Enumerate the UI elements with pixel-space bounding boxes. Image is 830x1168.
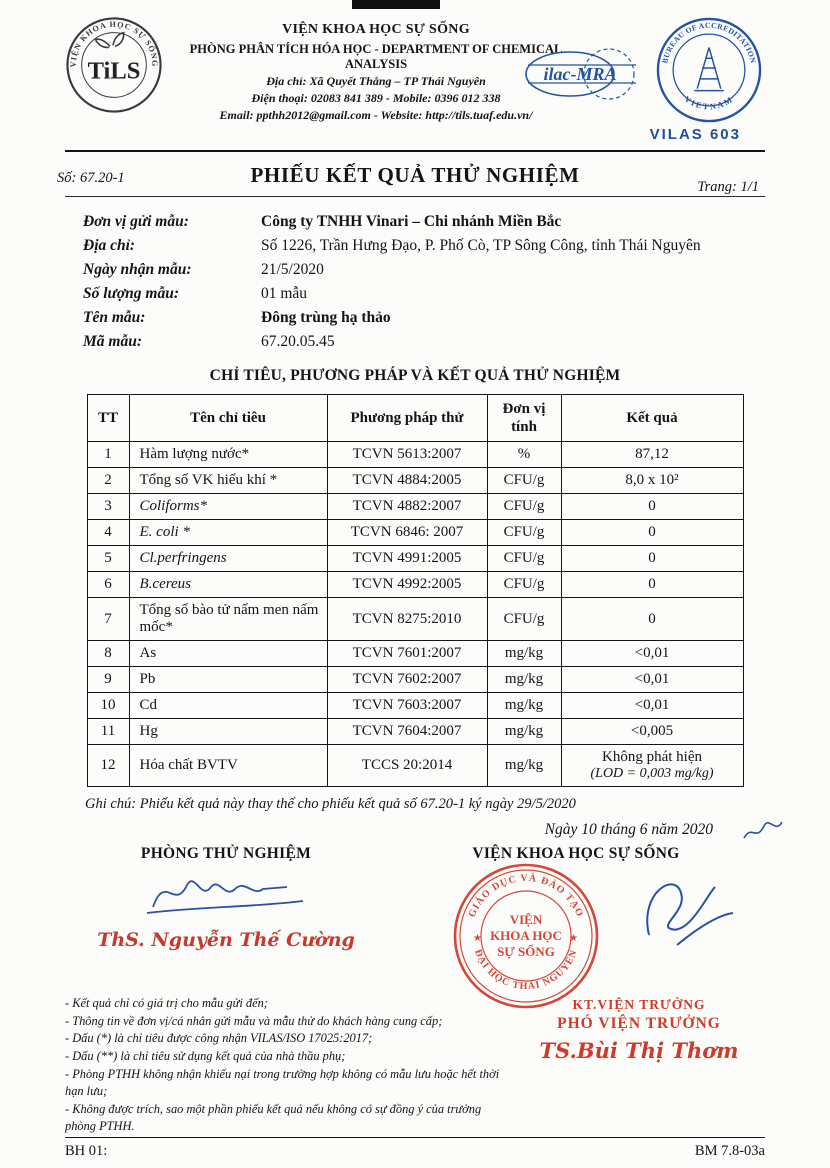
signer-roles [513,995,765,1136]
title-rule [65,196,765,197]
star-icon: ★ [473,933,482,945]
col-header-tt: TT [87,395,129,442]
cell-name: Hg [129,719,327,745]
star-icon: ★ [569,933,578,945]
header [65,16,765,148]
cell-method: TCVN 4992:2005 [327,572,487,598]
cell-unit: mg/kg [487,641,561,667]
lab-signature-block [65,845,387,993]
result-row [87,494,743,520]
info-value: 01 mẫu [261,285,308,303]
cell-result: 0 [561,598,743,641]
tower-icon [694,47,723,90]
cell-unit: mg/kg [487,745,561,787]
signer-role-2: PHÓ VIỆN TRƯỞNG [557,1015,721,1033]
document-number: Số: 67.20-1 [57,170,125,186]
cell-name: Cl.perfringens [129,546,327,572]
cell-tt: 12 [87,745,129,787]
cell-unit: CFU/g [487,468,561,494]
page-title: PHIẾU KẾT QUẢ THỬ NGHIỆM [250,163,580,187]
leaf-icon [95,33,123,48]
result-row [87,546,743,572]
result-row [87,667,743,693]
cell-result: Không phát hiện (LOD = 0,003 mg/kg) [561,745,743,787]
lab-signature-title: PHÒNG THỬ NGHIỆM [140,845,312,863]
cell-unit: CFU/g [487,546,561,572]
info-label: Ngày nhận mẫu: [83,261,192,279]
col-header-unit: Đơn vị tính [487,395,561,442]
cell-method: TCVN 7603:2007 [327,693,487,719]
col-header-name: Tên chỉ tiêu [129,395,327,442]
bottom-bar [65,1137,765,1160]
cell-tt: 1 [87,442,129,468]
cell-name: Tổng số VK hiếu khí * [129,468,327,494]
info-row [83,306,765,330]
info-row [83,282,765,306]
redaction-bar [352,0,440,9]
footer-row [65,995,765,1136]
col-header-result: Kết quả [561,395,743,442]
info-value: 21/5/2020 [261,261,324,279]
date-line: Ngày 10 tháng 6 năm 2020 [544,821,713,839]
cell-tt: 5 [87,546,129,572]
cell-result: <0,01 [561,641,743,667]
cell-result: 0 [561,546,743,572]
cell-tt: 4 [87,520,129,546]
cell-name: Hàm lượng nước* [129,442,327,468]
cell-name: Pb [129,667,327,693]
red-stamp-ring-top: GIÁO DỤC VÀ ĐÀO TẠO [466,872,586,920]
footer-note: - Thông tin về đơn vị/cá nhân gửi mẫu và mẫu thử do khách hàng cung cấp; [65,1013,443,1028]
red-stamp-ring-bottom: ĐẠI HỌC THÁI NGUYÊN [472,948,580,993]
tils-logo [65,16,165,119]
title-band [57,152,765,196]
ilac-mra-label: ilac-MRA [543,64,617,84]
cell-name: Cd [129,693,327,719]
section-title: CHỈ TIÊU, PHƯƠNG PHÁP VÀ KẾT QUẢ THỬ NGHIỆM [209,367,621,385]
cell-result: 87,12 [561,442,743,468]
info-label: Số lượng mẫu: [83,285,179,303]
info-value: 67.20.05.45 [261,333,335,351]
cell-method: TCVN 4884:2005 [327,468,487,494]
institute-signature-block [387,845,765,993]
cell-method: TCVN 5613:2007 [327,442,487,468]
cell-method: TCVN 7602:2007 [327,667,487,693]
cell-name: E. coli * [129,520,327,546]
cell-result: 8,0 x 10² [561,468,743,494]
result-row [87,745,743,787]
cell-method: TCVN 4991:2005 [327,546,487,572]
institute-signature-ink [619,865,739,962]
cell-tt: 2 [87,468,129,494]
result-row [87,468,743,494]
cell-unit: CFU/g [487,572,561,598]
cell-name: As [129,641,327,667]
cell-result-lod: (LOD = 0,003 mg/kg) [590,766,714,782]
footer-note: - Dấu (*) là chỉ tiêu được công nhận VILAS/ISO 17025:2017; [65,1031,373,1046]
cell-result: <0,005 [561,719,743,745]
org-phone: Điện thoại: 02083 841 389 - Mobile: 0396 012 338 [251,91,501,105]
info-value: Đông trùng hạ thảo [261,309,391,327]
result-row [87,693,743,719]
info-label: Mã mẫu: [83,333,142,351]
boa-ring-bottom-text: VIETNAM [682,93,736,112]
cell-method: TCVN 6846: 2007 [327,520,487,546]
cell-tt: 7 [87,598,129,641]
info-value: Công ty TNHH Vinari – Chi nhánh Miền Bắc [261,213,562,230]
result-row [87,572,743,598]
footer-note: - Phòng PTHH không nhận khiếu nại trong trường hợp không có mẫu lưu hoặc hết thời hạn lưu; [65,1066,500,1099]
cell-tt: 11 [87,719,129,745]
cell-result: <0,01 [561,693,743,719]
form-code-right: BM 7.8-03a [694,1143,765,1159]
org-name: VIỆN KHOA HỌC SỰ SỐNG [282,22,470,37]
red-stamp-line2: KHOA HỌC [490,928,562,944]
cell-tt: 6 [87,572,129,598]
signer-role-1: KT.VIỆN TRƯỞNG [572,997,706,1013]
cell-unit: mg/kg [487,693,561,719]
cell-method: TCVN 7604:2007 [327,719,487,745]
results-table-body [87,442,743,787]
footer-note: - Dấu (**) là chỉ tiêu sử dụng kết quả của nhà thầu phụ; [65,1048,346,1063]
signature-row [65,845,765,993]
boa-accreditation-stamp [655,16,763,129]
institute-red-stamp [451,861,601,1016]
footer-note: - Kết quả chỉ có giá trị cho mẫu gửi đến; [65,996,268,1011]
tils-logo-graphic [65,16,163,114]
institute-signature-title: VIỆN KHOA HỌC SỰ SỐNG [472,845,680,863]
boa-ring-top-text: BUREAU OF ACCREDITATION [660,20,758,65]
cell-result: 0 [561,520,743,546]
cell-method: TCVN 8275:2010 [327,598,487,641]
cell-tt: 8 [87,641,129,667]
page-indicator: Trang: 1/1 [697,179,759,195]
note-line: Ghi chú: Phiếu kết quả này thay thế cho phiếu kết quả số 67.20-1 ký ngày 29/5/2020 [85,796,576,813]
red-stamp-line1: VIỆN [509,912,543,928]
cell-tt: 9 [87,667,129,693]
cell-unit: % [487,442,561,468]
sample-info [83,210,765,354]
cell-name: Hóa chất BVTV [129,745,327,787]
lab-signer-name: ThS. Nguyễn Thế Cường [97,929,355,952]
cell-unit: CFU/g [487,494,561,520]
logo-text: TiLS [87,57,141,85]
dept-name: PHÒNG PHÂN TÍCH HÓA HỌC - DEPARTMENT OF CHEMICAL ANALYSIS [189,42,563,71]
info-row [83,210,765,234]
col-header-method: Phương pháp thử [327,395,487,442]
results-table [87,394,744,787]
result-row [87,641,743,667]
info-label: Tên mẫu: [83,309,146,327]
cell-result: 0 [561,572,743,598]
cell-name: Tổng số bào tử nấm men nấm mốc* [129,598,327,641]
footer-note: - Không được trích, sao một phần phiếu kết quả nếu không có sự đồng ý của trưởng phòng PTHH. [65,1101,482,1134]
info-row [83,330,765,354]
cell-result: 0 [561,494,743,520]
footer-notes [65,995,513,1136]
cell-unit: CFU/g [487,520,561,546]
cell-method: TCVN 4882:2007 [327,494,487,520]
info-value: Số 1226, Trần Hưng Đạo, P. Phố Cò, TP Sông Công, tỉnh Thái Nguyên [261,237,701,255]
cell-result: <0,01 [561,667,743,693]
lab-signature-ink [131,867,321,925]
result-row [87,719,743,745]
ilac-mra-stamp [523,46,641,107]
info-label: Địa chỉ: [83,237,136,255]
org-address: Địa chỉ: Xã Quyết Thắng – TP Thái Nguyên [266,74,486,88]
cell-method: TCCS 20:2014 [327,745,487,787]
table-header-row [87,395,743,442]
cell-tt: 3 [87,494,129,520]
cell-name: Coliforms* [129,494,327,520]
cell-unit: CFU/g [487,598,561,641]
cell-tt: 10 [87,693,129,719]
form-code-left: BH 01: [65,1143,108,1159]
info-row [83,258,765,282]
cell-unit: mg/kg [487,719,561,745]
vilas-number: VILAS 603 [649,126,741,143]
result-row [87,598,743,641]
cell-unit: mg/kg [487,667,561,693]
logo-ring-text: VIỆN KHOA HỌC SỰ SỐNG [68,19,160,68]
pen-mark [742,818,784,849]
info-label: Đơn vị gửi mẫu: [83,213,189,230]
info-row [83,234,765,258]
svg-text:VIETNAM [683,94,736,112]
result-row [87,442,743,468]
red-stamp-line3: SỰ SỐNG [497,944,555,960]
institute-signer-name: TS.Bùi Thị Thơm [539,1038,739,1064]
cell-method: TCVN 7601:2007 [327,641,487,667]
cell-name: B.cereus [129,572,327,598]
accreditation-marks [543,16,765,148]
result-row [87,520,743,546]
org-email: Email: ppthh2012@gmail.com - Website: http://tils.tuaf.edu.vn/ [219,108,533,122]
